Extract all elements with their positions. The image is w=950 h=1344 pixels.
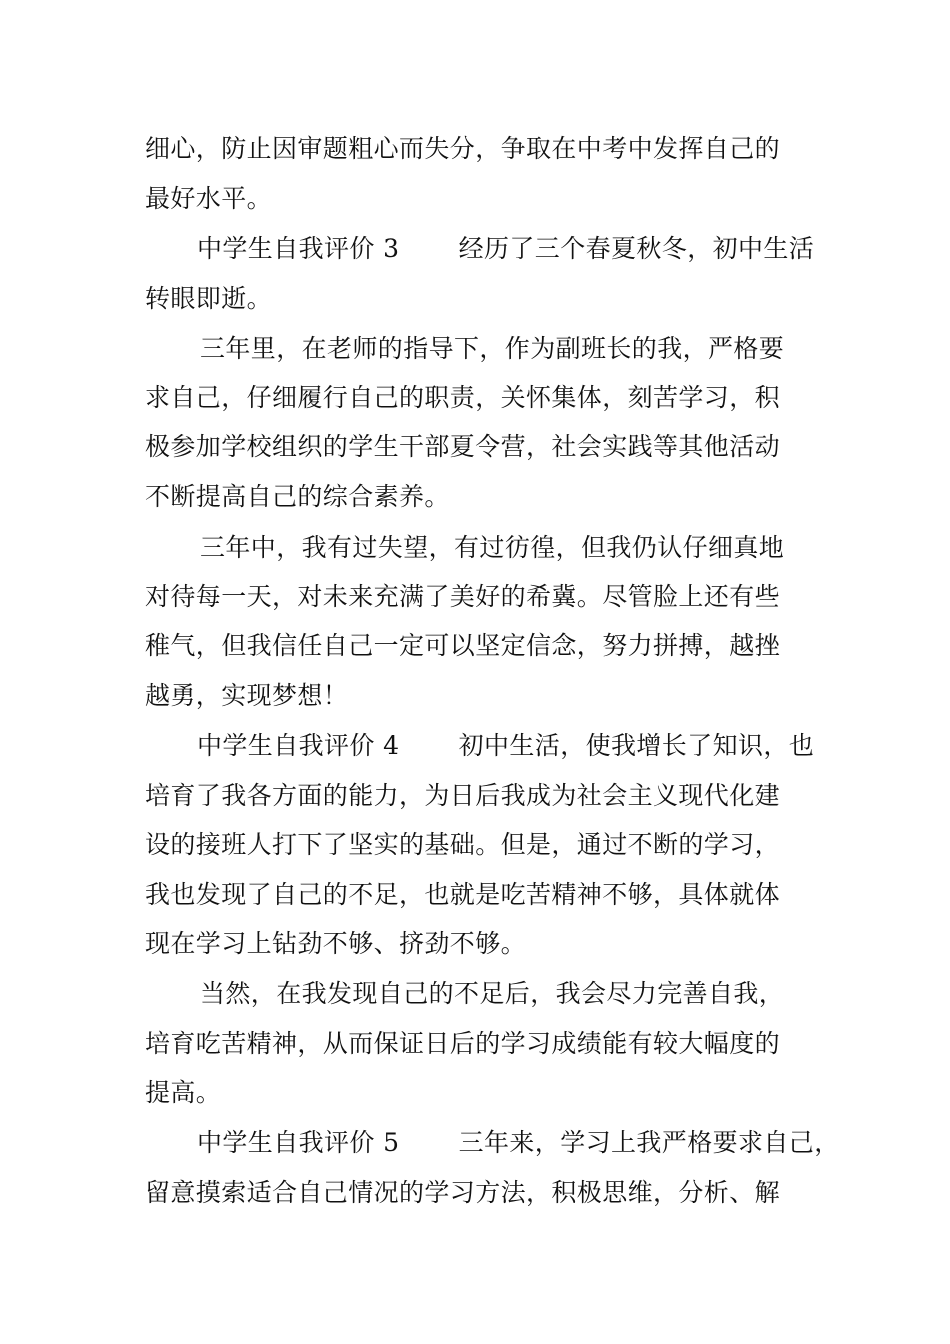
text-line: 不断提高自己的综合素养。 — [145, 482, 450, 511]
text-line: 设的接班人打下了坚实的基础。但是，通过不断的学习， — [145, 830, 781, 859]
paragraph-first-line: 三年里，在老师的指导下，作为副班长的我，严格要 — [200, 334, 785, 363]
text-line: 极参加学校组织的学生干部夏令营，社会实践等其他活动 — [145, 432, 781, 461]
text-line: 转眼即逝。 — [145, 284, 273, 313]
section-heading-line: 中学生自我评价 3 经历了三个春夏秋冬，初中生活 — [197, 234, 815, 263]
text-line: 求自己，仔细履行自己的职责，关怀集体，刻苦学习，积 — [145, 383, 781, 412]
text-line: 细心，防止因审题粗心而失分，争取在中考中发挥自己的 — [145, 134, 781, 163]
text-line: 提高。 — [145, 1078, 222, 1107]
text-line: 培育吃苦精神，从而保证日后的学习成绩能有较大幅度的 — [145, 1029, 781, 1058]
text-line: 我也发现了自己的不足，也就是吃苦精神不够，具体就体 — [145, 880, 781, 909]
text-line: 最好水平。 — [145, 184, 273, 213]
section-heading-line: 中学生自我评价 4 初中生活，使我增长了知识，也 — [197, 731, 815, 760]
text-line: 现在学习上钻劲不够、挤劲不够。 — [145, 929, 527, 958]
text-line: 越勇，实现梦想！ — [145, 681, 349, 710]
text-line: 对待每一天，对未来充满了美好的希冀。尽管脸上还有些 — [145, 582, 781, 611]
text-line: 培育了我各方面的能力，为日后我成为社会主义现代化建 — [145, 781, 781, 810]
paragraph-first-line: 三年中，我有过失望，有过彷徨，但我仍认仔细真地 — [200, 533, 785, 562]
text-line: 留意摸索适合自己情况的学习方法，积极思维，分析、解 — [145, 1178, 781, 1207]
text-line: 稚气，但我信任自己一定可以坚定信念，努力拼搏，越挫 — [145, 631, 781, 660]
section-heading-line: 中学生自我评价 5 三年来，学习上我严格要求自己， — [197, 1128, 840, 1157]
paragraph-first-line: 当然，在我发现自己的不足后，我会尽力完善自我， — [200, 979, 785, 1008]
